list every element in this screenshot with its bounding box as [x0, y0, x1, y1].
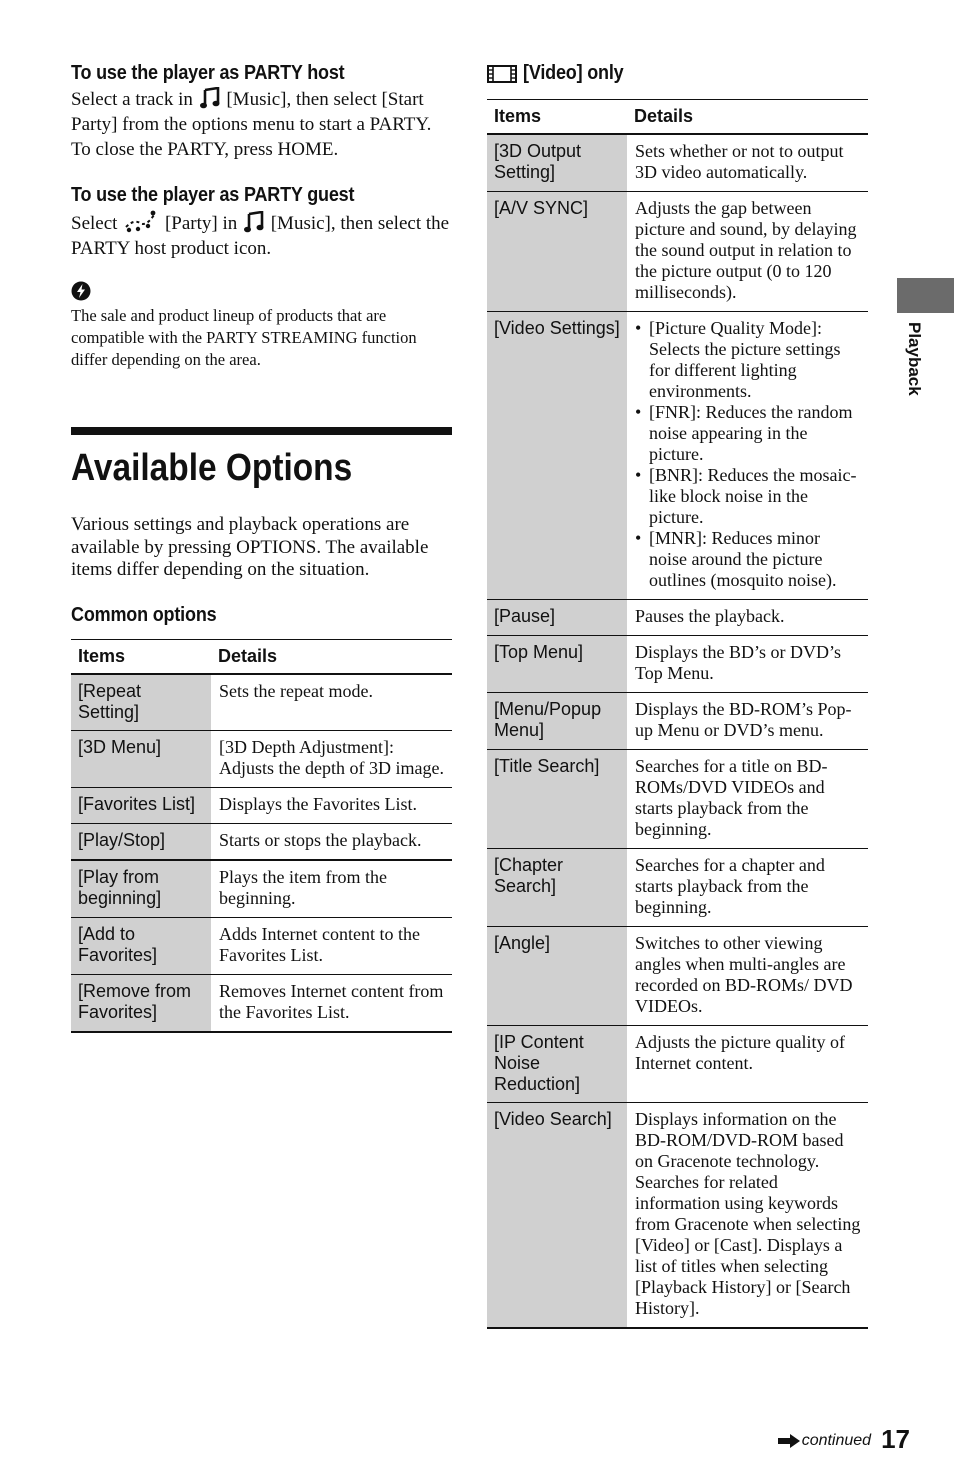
- table-row: [487, 693, 868, 750]
- col-header-items: Items: [487, 100, 627, 135]
- row-item: [Play from beginning]: [71, 860, 211, 918]
- party-icon: [124, 209, 158, 233]
- table-row: [71, 823, 452, 860]
- table-row: [71, 917, 452, 974]
- row-detail: Adjusts the picture quality of Internet content.: [627, 1026, 868, 1103]
- row-item: [A/V SYNC]: [487, 192, 627, 312]
- section-divider: [71, 427, 452, 435]
- row-detail: Displays the Favorites List.: [211, 787, 452, 823]
- row-item: [Remove from Favorites]: [71, 974, 211, 1032]
- row-item: [Favorites List]: [71, 787, 211, 823]
- table-row: [71, 730, 452, 787]
- row-detail: Displays the BD-ROM’s Pop-up Menu or DVD’s menu.: [627, 693, 868, 750]
- row-detail: Removes Internet content from the Favorites List.: [211, 974, 452, 1032]
- video-only-heading: [487, 62, 868, 85]
- list-item: • [FNR]: Reduces the random noise appearing in the picture.: [635, 402, 861, 465]
- party-host-text: [71, 87, 452, 137]
- table-row: [71, 974, 452, 1032]
- right-column: [487, 62, 868, 1329]
- row-detail: Searches for a chapter and starts playback from the beginning.: [627, 849, 868, 927]
- music-note-icon: [200, 87, 220, 109]
- video-options-table: [487, 99, 868, 1329]
- row-item: [Video Settings]: [487, 312, 627, 600]
- arrow-right-icon: [778, 1434, 800, 1448]
- party-host-text-a: Select a track in: [71, 89, 193, 110]
- table-row: [487, 600, 868, 636]
- common-options-table: [71, 639, 452, 1033]
- party-guest-text-a: Select: [71, 213, 118, 234]
- tip-text: The sale and product lineup of products that are compatible with the PARTY STREAMING function differ depending on the area.: [71, 306, 417, 369]
- list-item: • [Picture Quality Mode]: Selects the picture settings for different lighting environments.: [635, 318, 861, 402]
- section-intro: Various settings and playback operations are available by pressing OPTIONS. The available items differ depending on the situation.: [71, 514, 429, 580]
- table-row: [487, 1026, 868, 1103]
- row-detail: Adjusts the gap between picture and sound, by delaying the sound output in relation to the picture output (0 to 120 milliseconds).: [627, 192, 868, 312]
- film-icon: [487, 63, 517, 85]
- party-host-text-b: [Music], then select [Start Party] from the options menu to start a PARTY.: [71, 89, 432, 135]
- side-tab-label: Playback: [905, 322, 924, 396]
- row-detail: [3D Depth Adjustment]: Adjusts the depth of 3D image.: [211, 730, 452, 787]
- col-header-items: Items: [71, 639, 211, 674]
- table-row: [487, 750, 868, 849]
- table-row: [487, 1103, 868, 1329]
- row-item: [Video Search]: [487, 1103, 627, 1329]
- row-detail: Displays the BD’s or DVD’s Top Menu.: [627, 636, 868, 693]
- party-guest-text-b: [Party] in: [164, 213, 238, 234]
- list-item: • [MNR]: Reduces minor noise around the picture outlines (mosquito noise).: [635, 528, 861, 591]
- row-item: [Repeat Setting]: [71, 674, 211, 731]
- table-row: [487, 927, 868, 1026]
- row-item: [3D Menu]: [71, 730, 211, 787]
- row-item: [Pause]: [487, 600, 627, 636]
- video-settings-list: [635, 318, 861, 591]
- party-host-close-text: To close the PARTY, press HOME.: [71, 139, 339, 160]
- list-item: • [BNR]: Reduces the mosaic-like block noise in the picture.: [635, 465, 861, 528]
- section-title: Available Options: [71, 447, 353, 489]
- row-detail: [627, 312, 868, 600]
- row-item: [Angle]: [487, 927, 627, 1026]
- row-detail: Plays the item from the beginning.: [211, 860, 452, 918]
- row-item: [Top Menu]: [487, 636, 627, 693]
- row-item: [Chapter Search]: [487, 849, 627, 927]
- row-detail: Switches to other viewing angles when multi-angles are recorded on BD-ROMs/ DVD VIDEOs.: [627, 927, 868, 1026]
- row-item: [Title Search]: [487, 750, 627, 849]
- table-row: [71, 787, 452, 823]
- common-options-heading: Common options: [71, 603, 217, 626]
- row-detail: Searches for a title on BD-ROMs/DVD VIDEOs and starts playback from the beginning.: [627, 750, 868, 849]
- table-row: [487, 636, 868, 693]
- table-row: [71, 860, 452, 918]
- party-guest-text-c: [Music], then select the PARTY host product icon.: [71, 213, 450, 259]
- table-row: [487, 192, 868, 312]
- side-tab-marker: [897, 278, 954, 313]
- music-note-icon: [244, 211, 264, 233]
- row-item: [3D Output Setting]: [487, 134, 627, 192]
- row-item: [Menu/Popup Menu]: [487, 693, 627, 750]
- page-number: 17: [881, 1424, 910, 1454]
- row-item: [Add to Favorites]: [71, 917, 211, 974]
- row-item: [IP Content Noise Reduction]: [487, 1026, 627, 1103]
- row-detail: Sets the repeat mode.: [211, 674, 452, 731]
- table-row: [487, 849, 868, 927]
- col-header-details: Details: [627, 100, 868, 135]
- row-detail: Sets whether or not to output 3D video automatically.: [627, 134, 868, 192]
- left-column: [71, 62, 452, 1033]
- row-detail: Pauses the playback.: [627, 600, 868, 636]
- video-only-heading-text: [Video] only: [523, 62, 624, 84]
- table-row: [71, 674, 452, 731]
- page-footer: [778, 1424, 910, 1455]
- party-guest-text: [71, 209, 452, 261]
- continued-text: continued: [801, 1432, 872, 1449]
- party-host-heading: To use the player as PARTY host: [71, 62, 345, 84]
- table-row: [487, 134, 868, 192]
- row-detail: Starts or stops the playback.: [211, 823, 452, 860]
- col-header-details: Details: [211, 639, 452, 674]
- row-detail: Displays information on the BD-ROM/DVD-ROM based on Gracenote technology. Searches for related information using keywords from Gracenote when selecting [Video] or [Cast]. Displays a list of titles when selecting [Playback History] or [Search History].: [627, 1103, 868, 1329]
- row-item: [Play/Stop]: [71, 823, 211, 860]
- continued-indicator: [778, 1432, 871, 1450]
- row-detail: Adds Internet content to the Favorites List.: [211, 917, 452, 974]
- table-row: [487, 312, 868, 600]
- tip-icon: [71, 281, 91, 301]
- party-guest-heading: To use the player as PARTY guest: [71, 184, 355, 206]
